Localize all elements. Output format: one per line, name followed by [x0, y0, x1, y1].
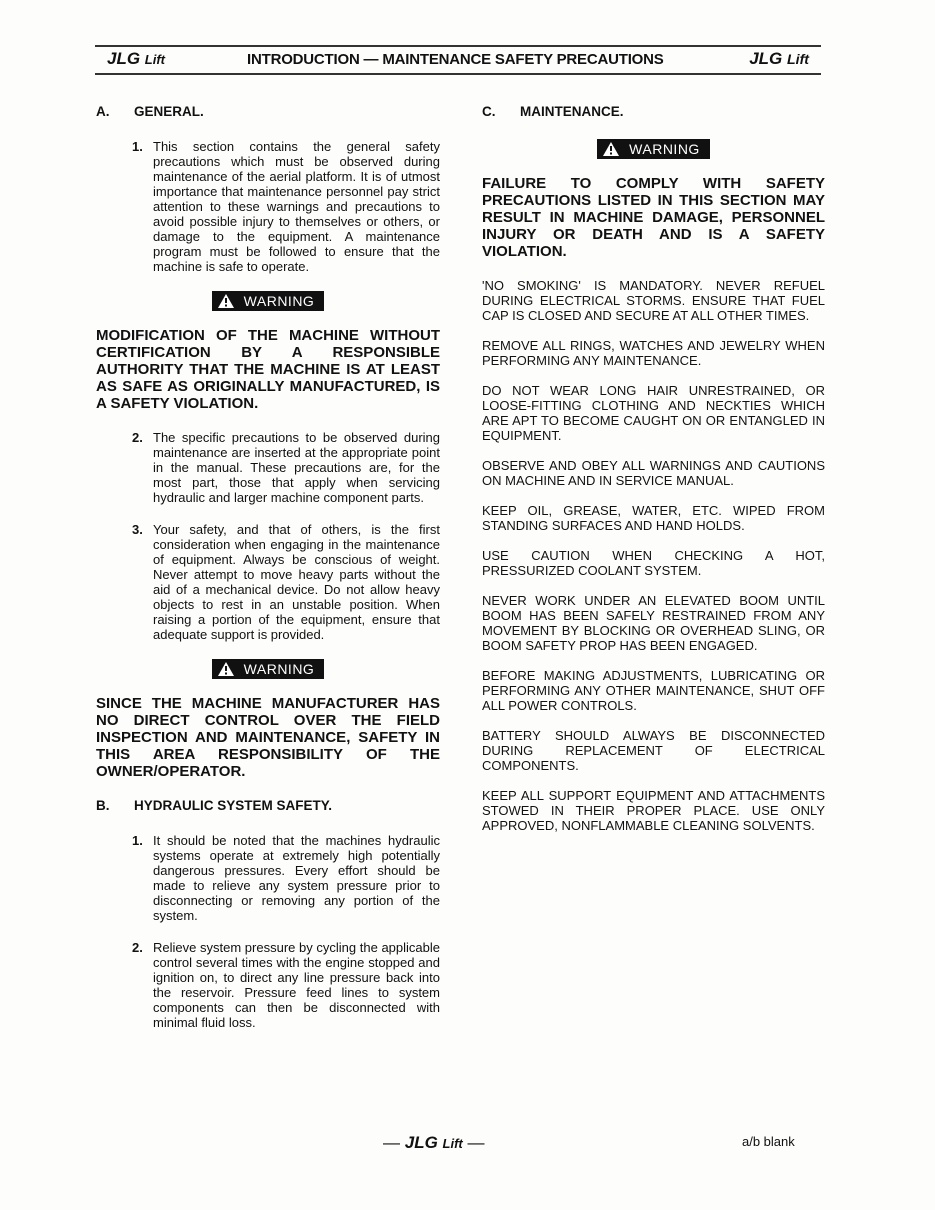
- precaution-paragraph: OBSERVE AND OBEY ALL WARNINGS AND CAUTIONS ON MACHINE AND IN SERVICE MANUAL.: [482, 458, 825, 488]
- list-item: [132, 139, 440, 274]
- brand-sub-text: Lift: [786, 52, 809, 68]
- item-number: 2.: [132, 940, 143, 955]
- warning-text: MODIFICATION OF THE MACHINE WITHOUT CERTIFICATION BY A RESPONSIBLE AUTHORITY THAT THE MACHINE IS AT LEAST AS SAFE AS ORIGINALLY MANUFACTURED, IS A SAFETY VIOLATION.: [96, 327, 440, 412]
- page-header: [95, 45, 821, 75]
- brand-text: JLG: [107, 49, 141, 68]
- precaution-paragraph: DO NOT WEAR LONG HAIR UNRESTRAINED, OR LOOSE-FITTING CLOTHING AND NECKTIES WHICH ARE APT TO BECOME CAUGHT ON OR ENTANGLED IN EQUIPMENT.: [482, 383, 825, 443]
- list-item: [132, 522, 440, 642]
- section-heading-maintenance: [482, 104, 825, 119]
- section-title: MAINTENANCE.: [520, 104, 624, 119]
- header-logo-left: [107, 49, 165, 69]
- section-heading-hydraulic: [96, 798, 440, 813]
- precaution-paragraph: NEVER WORK UNDER AN ELEVATED BOOM UNTIL BOOM HAS BEEN SAFELY RESTRAINED FROM ANY MOVEMENT BY BLOCKING OR OVERHEAD SLING, OR BOOM SAFETY PROP HAS BEEN ENGAGED.: [482, 593, 825, 653]
- list-item: [132, 833, 440, 923]
- precaution-paragraph: BATTERY SHOULD ALWAYS BE DISCONNECTED DURING REPLACEMENT OF ELECTRICAL COMPONENTS.: [482, 728, 825, 773]
- left-column: [96, 104, 440, 1047]
- footer-dash: —: [462, 1133, 485, 1152]
- warning-text: FAILURE TO COMPLY WITH SAFETY PRECAUTIONS LISTED IN THIS SECTION MAY RESULT IN MACHINE DAMAGE, PERSONNEL INJURY OR DEATH AND IS A SAFETY VIOLATION.: [482, 175, 825, 260]
- warning-text: SINCE THE MACHINE MANUFACTURER HAS NO DIRECT CONTROL OVER THE FIELD INSPECTION AND MAINTENANCE, SAFETY IN THIS AREA RESPONSIBILITY OF THE OWNER/OPERATOR.: [96, 695, 440, 780]
- header-title: INTRODUCTION — MAINTENANCE SAFETY PRECAUTIONS: [247, 51, 664, 68]
- item-text: Relieve system pressure by cycling the applicable control several times with the engine stopped and ignition on, to direct any line pressure back into the reservoir. Pressure feed lines to system components can then be disconnected with minimal fluid loss.: [153, 940, 440, 1030]
- item-text: It should be noted that the machines hydraulic systems operate at extremely high potentially dangerous pressures. Every effort should be made to relieve any system pressure prior to disconnecting or removing any portion of the system.: [153, 833, 440, 923]
- item-number: 2.: [132, 430, 143, 445]
- right-column: [482, 104, 825, 848]
- precaution-paragraph: USE CAUTION WHEN CHECKING A HOT, PRESSURIZED COOLANT SYSTEM.: [482, 548, 825, 578]
- item-text: Your safety, and that of others, is the first consideration when engaging in the maintenance of equipment. Always be conscious of weight. Never attempt to move heavy parts without the aid of a mechanical device. Do not allow heavy objects to rest in an unstable position. When raising a portion of the equipment, ensure that adequate support is provided.: [153, 522, 440, 642]
- brand-text: JLG: [749, 49, 783, 68]
- warning-badge: [212, 659, 325, 679]
- warning-badge-container: [96, 291, 440, 313]
- warning-badge-container: [96, 659, 440, 681]
- page-label: a/b blank: [742, 1134, 795, 1149]
- section-title: GENERAL.: [134, 104, 204, 119]
- warning-triangle-icon: [603, 142, 619, 156]
- warning-badge: [597, 139, 710, 159]
- item-number: 3.: [132, 522, 143, 537]
- section-letter: A.: [96, 104, 110, 119]
- section-letter: C.: [482, 104, 496, 119]
- section-letter: B.: [96, 798, 110, 813]
- item-number: 1.: [132, 139, 143, 154]
- section-title: HYDRAULIC SYSTEM SAFETY.: [134, 798, 333, 813]
- precaution-paragraph: REMOVE ALL RINGS, WATCHES AND JEWELRY WHEN PERFORMING ANY MAINTENANCE.: [482, 338, 825, 368]
- item-text: The specific precautions to be observed during maintenance are inserted at the appropriate point in the manual. These precautions are, for the most part, those that apply when servicing hydraulic and larger machine component parts.: [153, 430, 440, 505]
- list-item: [132, 940, 440, 1030]
- section-heading-general: [96, 104, 440, 119]
- warning-triangle-icon: [218, 662, 234, 676]
- brand-sub-text: Lift: [144, 52, 166, 67]
- list-item: [132, 430, 440, 505]
- precaution-paragraph: KEEP ALL SUPPORT EQUIPMENT AND ATTACHMENTS STOWED IN THEIR PROPER PLACE. USE ONLY APPROVED, NONFLAMMABLE CLEANING SOLVENTS.: [482, 788, 825, 833]
- precaution-paragraph: 'NO SMOKING' IS MANDATORY. NEVER REFUEL DURING ELECTRICAL STORMS. ENSURE THAT FUEL CAP IS CLOSED AND SECURE AT ALL OTHER TIMES.: [482, 278, 825, 323]
- warning-badge-container: [482, 139, 825, 161]
- footer-dash: —: [383, 1133, 405, 1152]
- precaution-paragraph: BEFORE MAKING ADJUSTMENTS, LUBRICATING OR PERFORMING ANY OTHER MAINTENANCE, SHUT OFF ALL POWER CONTROLS.: [482, 668, 825, 713]
- warning-triangle-icon: [218, 294, 234, 308]
- header-logo-right: [749, 49, 809, 69]
- brand-sub-text: Lift: [442, 1136, 463, 1151]
- item-number: 1.: [132, 833, 143, 848]
- warning-badge: [212, 291, 325, 311]
- warning-label: WARNING: [629, 141, 700, 157]
- warning-label: WARNING: [243, 661, 315, 677]
- warning-label: WARNING: [243, 293, 315, 309]
- precaution-paragraph: KEEP OIL, GREASE, WATER, ETC. WIPED FROM STANDING SURFACES AND HAND HOLDS.: [482, 503, 825, 533]
- footer-brand: [383, 1133, 484, 1153]
- brand-text: JLG: [404, 1133, 438, 1152]
- item-text: This section contains the general safety precautions which must be observed during maintenance of the aerial platform. It is of utmost importance that maintenance personnel pay strict attention to these warnings and precautions to avoid possible injury to themselves or others, or damage to the equipment. A maintenance program must be followed to ensure that the machine is safe to operate.: [153, 139, 440, 274]
